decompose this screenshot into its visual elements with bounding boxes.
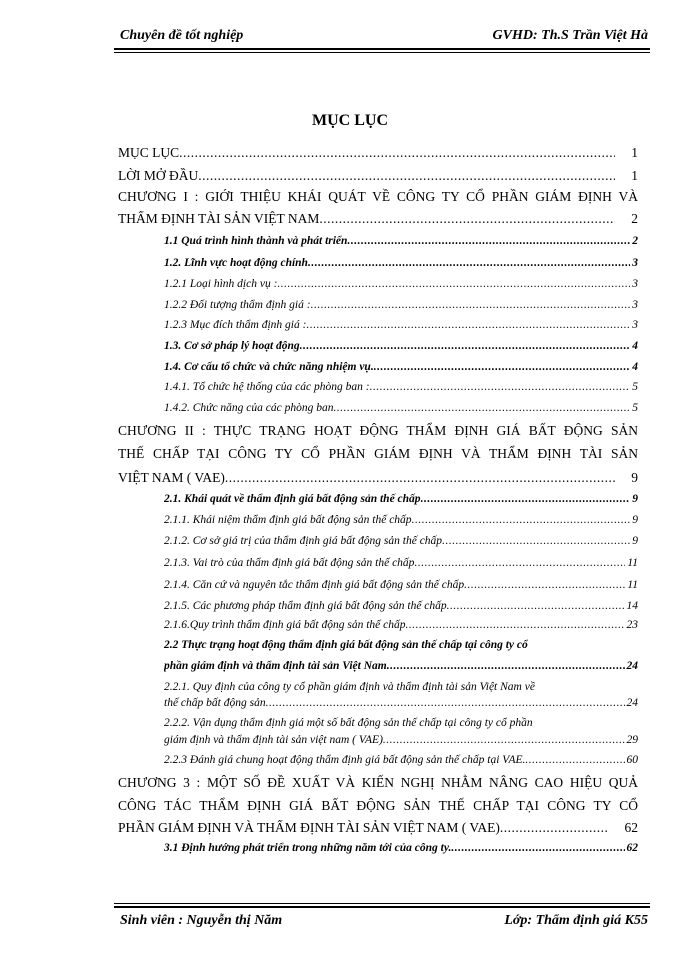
- toc-entry-1-2-2[interactable]: 1.2.2 Đối tượng thẩm định giá : ..... 3: [164, 299, 638, 311]
- toc-entry-loi-mo-dau[interactable]: LỜI MỞ ĐẦU ..... 1: [118, 168, 638, 184]
- toc-entry-2-1-6[interactable]: 2.1.6.Quy trình thẩm định giá bất động sản thế chấp ..... 23: [164, 619, 638, 631]
- toc-entry-2-1-4[interactable]: 2.1.4. Căn cứ và nguyên tắc thẩm định giá bất động sản thế chấp ..... 11: [164, 579, 638, 591]
- toc-entry-2-2-3[interactable]: 2.2.3 Đánh giá chung hoạt động thẩm định giá bất động sản thế chấp tại VAE. ..... 60: [164, 754, 638, 766]
- toc-entry-1-4-2[interactable]: 1.4.2. Chức năng của các phòng ban ..... 5: [164, 402, 638, 414]
- page-header: [120, 14, 648, 44]
- toc-entry-2-1[interactable]: 2.1. Khái quát về thẩm định giá bất động sản thế chấp ..... 9: [164, 493, 638, 505]
- footer-rule-thick: [114, 906, 650, 908]
- toc-entry-muc-luc[interactable]: MỤC LỤC ..... 1: [118, 145, 638, 161]
- page-footer: [120, 910, 648, 932]
- toc-entry-1-3[interactable]: 1.3. Cơ sở pháp lý hoạt động ..... 4: [164, 340, 638, 352]
- footer-left-text: Sinh viên : Nguyễn thị Năm: [120, 913, 283, 928]
- page-title: MỤC LỤC: [312, 112, 388, 129]
- toc-entry-1-2[interactable]: 1.2. Lĩnh vực hoạt động chính ..... 3: [164, 257, 638, 269]
- toc-entry-1-4[interactable]: 1.4. Cơ cấu tổ chức và chức năng nhiệm vụ. ..... 4: [164, 361, 638, 373]
- toc-entry-2-1-5[interactable]: 2.1.5. Các phương pháp thẩm định giá bất động sản thế chấp ..... 14: [164, 600, 638, 612]
- header-rule-thin: [114, 52, 650, 53]
- header-left-text: Chuyên đề tốt nghiệp: [120, 28, 244, 43]
- toc-entry-1-1[interactable]: 1.1 Quá trình hình thành và phát triển ..... 2: [164, 235, 638, 247]
- footer-rule-thin: [114, 903, 650, 904]
- header-rule-thick: [114, 48, 650, 50]
- toc-entry-1-2-1[interactable]: 1.2.1 Loại hình dịch vụ : ..... 3: [164, 278, 638, 290]
- toc-entry-1-2-3[interactable]: 1.2.3 Mục đích thẩm định giá : ..... 3: [164, 319, 638, 331]
- header-right-text: GVHD: Th.S Trần Việt Hà: [492, 28, 648, 43]
- toc-entry-1-4-1[interactable]: 1.4.1. Tổ chức hệ thống của các phòng ban : ..... 5: [164, 381, 638, 393]
- toc-entry-3-1[interactable]: 3.1 Định hướng phát triển trong những năm tới của công ty. ..... 62: [164, 842, 638, 854]
- toc-entry-2-1-2[interactable]: 2.1.2. Cơ sở giá trị của thẩm định giá bất động sản thế chấp ..... 9: [164, 535, 638, 547]
- toc-entry-2-1-1[interactable]: 2.1.1. Khái niệm thẩm định giá bất động sản thế chấp ..... 9: [164, 514, 638, 526]
- toc-entry-2-1-3[interactable]: 2.1.3. Vai trò của thẩm định giá bất động sản thế chấp ..... 11: [164, 557, 638, 569]
- footer-right-text: Lớp: Thẩm định giá K55: [504, 913, 648, 928]
